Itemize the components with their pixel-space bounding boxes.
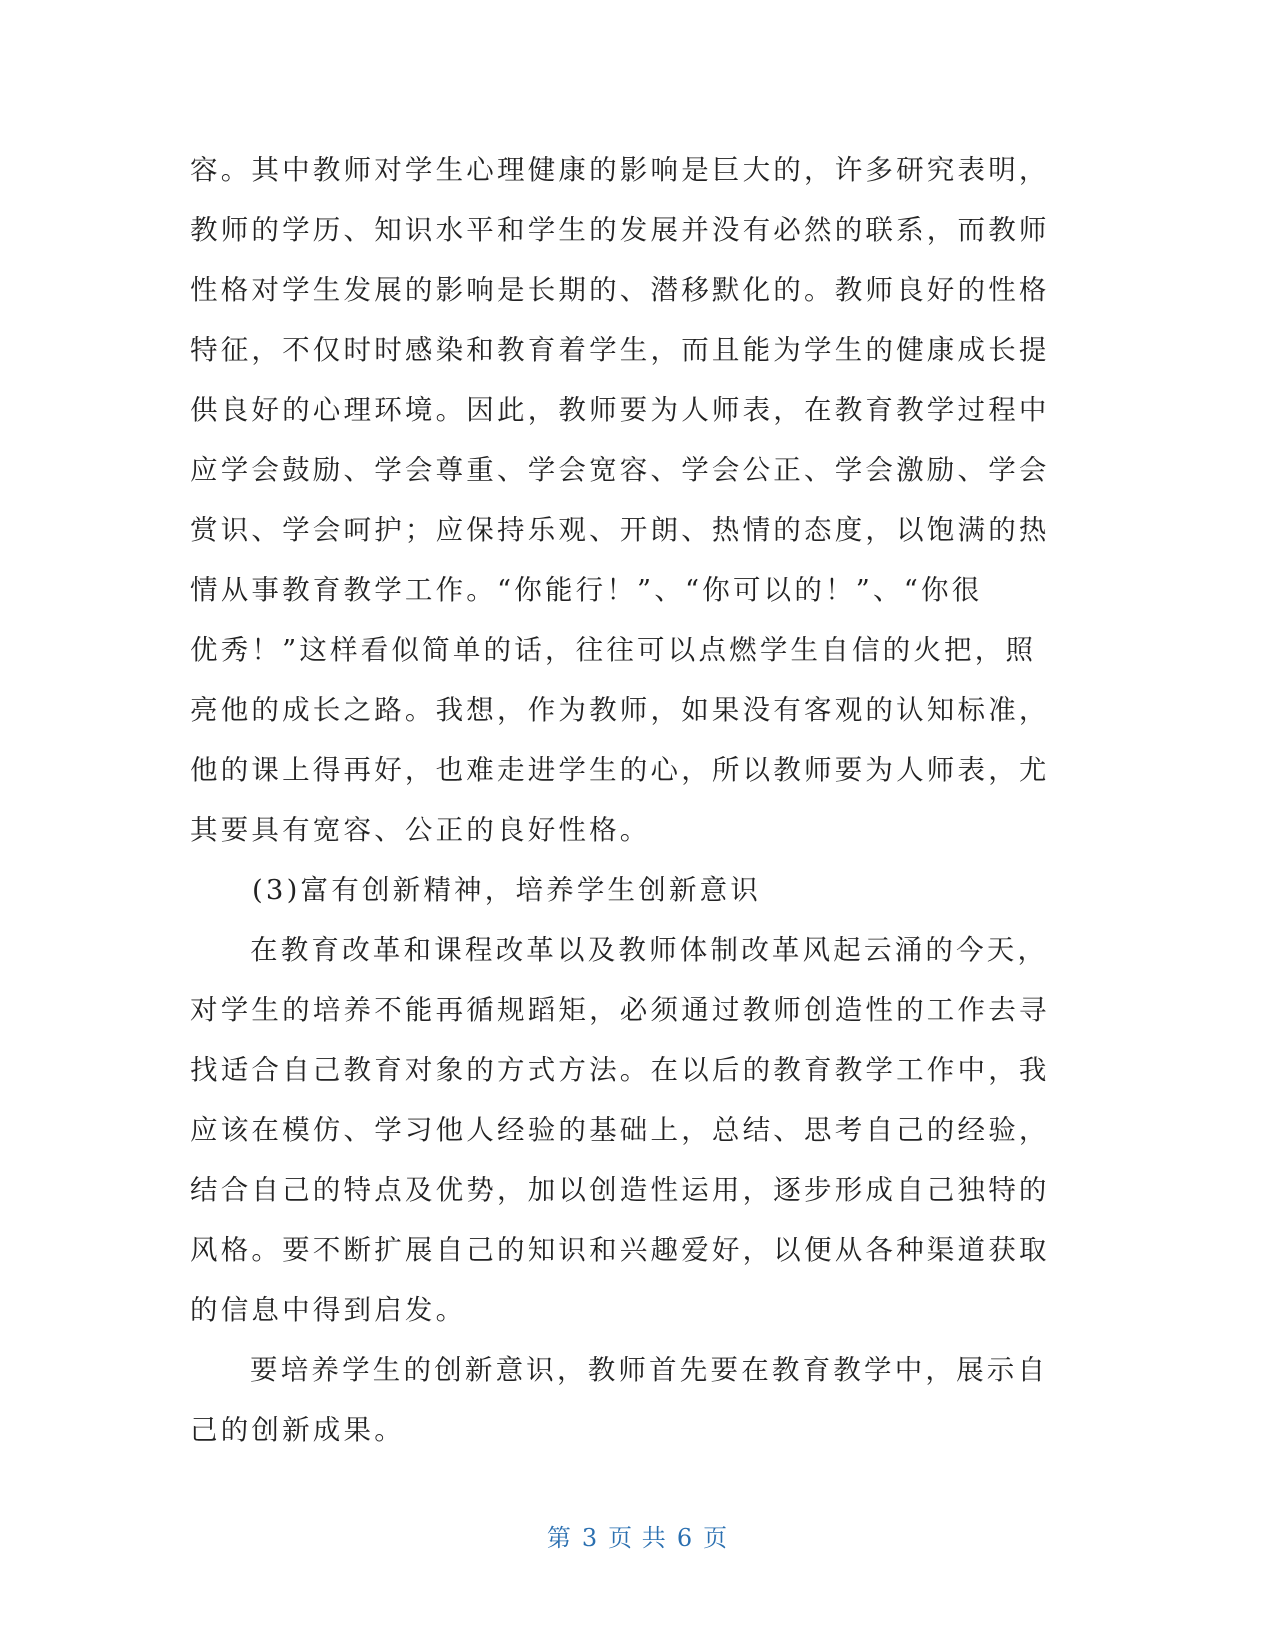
footer-total-pages: 6 bbox=[676, 1524, 694, 1552]
section-heading: (3)富有创新精神，培养学生创新意识 bbox=[252, 874, 762, 906]
text-line: 特征，不仅时时感染和教育着学生，而且能为学生的健康成长提 bbox=[190, 334, 1050, 366]
document-body bbox=[190, 140, 1070, 1460]
paragraph-first-line: 要培养学生的创新意识，教师首先要在教育教学中，展示自 bbox=[250, 1354, 1049, 1386]
text-line: 己的创新成果。 bbox=[190, 1414, 405, 1446]
page-footer bbox=[0, 1518, 1275, 1553]
text-line: 其要具有宽容、公正的良好性格。 bbox=[190, 814, 651, 846]
footer-prefix: 第 bbox=[546, 1524, 572, 1552]
text-line: 容。其中教师对学生心理健康的影响是巨大的，许多研究表明， bbox=[190, 154, 1050, 186]
text-line: 应该在模仿、学习他人经验的基础上，总结、思考自己的经验， bbox=[190, 1114, 1050, 1146]
text-line: 赏识、学会呵护；应保持乐观、开朗、热情的态度，以饱满的热 bbox=[190, 514, 1050, 546]
text-line: 他的课上得再好，也难走进学生的心，所以教师要为人师表，尤 bbox=[190, 754, 1050, 786]
text-line: 情从事教育教学工作。“你能行！”、“你可以的！”、“你很 bbox=[190, 574, 983, 606]
footer-suffix: 页 bbox=[703, 1524, 729, 1552]
text-line: 优秀！”这样看似简单的话，往往可以点燃学生自信的火把，照 bbox=[190, 634, 1037, 666]
footer-middle: 页 共 bbox=[608, 1524, 667, 1552]
text-line: 教师的学历、知识水平和学生的发展并没有必然的联系，而教师 bbox=[190, 214, 1050, 246]
text-line: 供良好的心理环境。因此，教师要为人师表，在教育教学过程中 bbox=[190, 394, 1050, 426]
text-line: 对学生的培养不能再循规蹈矩，必须通过教师创造性的工作去寻 bbox=[190, 994, 1050, 1026]
text-line: 的信息中得到启发。 bbox=[190, 1294, 467, 1326]
text-line: 亮他的成长之路。我想，作为教师，如果没有客观的认知标准， bbox=[190, 694, 1050, 726]
text-line: 应学会鼓励、学会尊重、学会宽容、学会公正、学会激励、学会 bbox=[190, 454, 1050, 486]
footer-current-page: 3 bbox=[581, 1524, 599, 1552]
text-line: 结合自己的特点及优势，加以创造性运用，逐步形成自己独特的 bbox=[190, 1174, 1050, 1206]
text-line: 风格。要不断扩展自己的知识和兴趣爱好，以便从各种渠道获取 bbox=[190, 1234, 1050, 1266]
text-line: 性格对学生发展的影响是长期的、潜移默化的。教师良好的性格 bbox=[190, 274, 1050, 306]
text-line: 找适合自己教育对象的方式方法。在以后的教育教学工作中，我 bbox=[190, 1054, 1050, 1086]
paragraph-first-line: 在教育改革和课程改革以及教师体制改革风起云涌的今天， bbox=[250, 934, 1049, 966]
